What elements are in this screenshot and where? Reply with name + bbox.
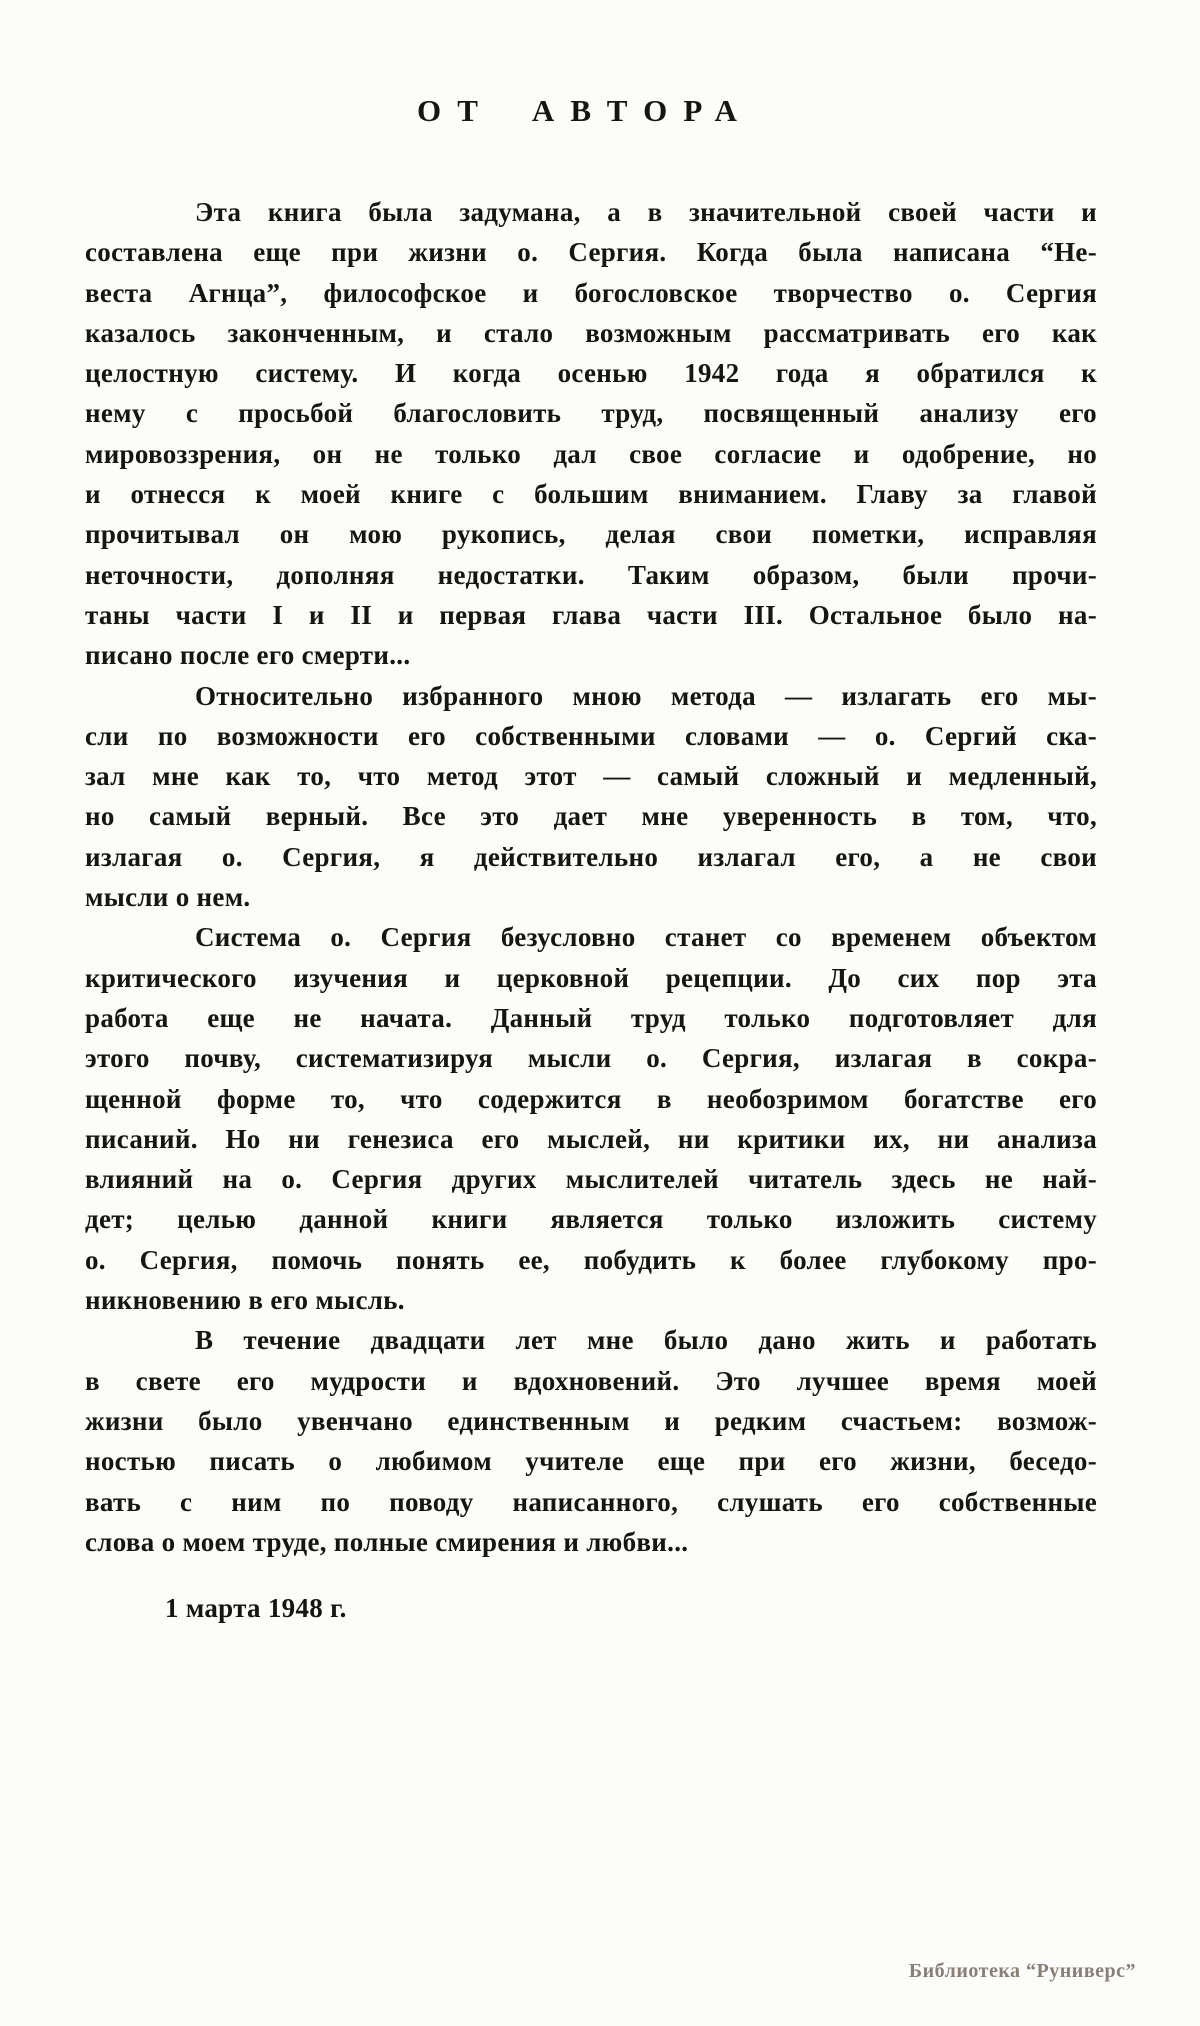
text-line: зал мне как то, что метод этот — самый сложный и медленный,: [85, 761, 1097, 792]
text-line: мировоззрения, он не только дал свое согласие и одобрение, но: [85, 438, 1097, 469]
text-line: вать с ним по поводу написанного, слушать его собственные: [85, 1486, 1097, 1517]
date-line: 1 марта 1948 г.: [165, 1593, 347, 1624]
text-line: сли по возможности его собственными словами — о. Сергий ска-: [85, 720, 1097, 751]
text-line: составлена еще при жизни о. Сергия. Когда была написана “Не-: [85, 237, 1097, 268]
text-line: Относительно избранного мною метода — излагать его мы-: [195, 680, 1097, 711]
text-line: щенной форме то, что содержится в необозримом богатстве его: [85, 1083, 1097, 1114]
text-line: веста Агнца”, философское и богословское творчество о. Сергия: [85, 277, 1097, 308]
text-line: мысли о нем.: [85, 882, 251, 913]
text-line: писаний. Но ни генезиса его мыслей, ни критики их, ни анализа: [85, 1123, 1097, 1154]
text-line: Система о. Сергия безусловно станет со временем объектом: [195, 922, 1097, 953]
text-line: неточности, дополняя недостатки. Таким образом, были прочи-: [85, 559, 1097, 590]
text-line: в свете его мудрости и вдохновений. Это лучшее время моей: [85, 1365, 1097, 1396]
paragraph: [85, 192, 1097, 676]
text-body: [85, 192, 1097, 1628]
text-line: но самый верный. Все это дает мне уверенность в том, что,: [85, 801, 1097, 832]
text-line: никновению в его мысль.: [85, 1285, 405, 1316]
text-line: таны части I и II и первая глава части III. Остальное было на-: [85, 599, 1097, 630]
text-line: В течение двадцати лет мне было дано жить и работать: [195, 1325, 1097, 1356]
text-line: дет; целью данной книги является только изложить систему: [85, 1204, 1097, 1235]
text-line: целостную систему. И когда осенью 1942 года я обратился к: [85, 358, 1097, 389]
text-line: этого почву, систематизируя мысли о. Сергия, излагая в сокра-: [85, 1043, 1097, 1074]
text-line: излагая о. Сергия, я действительно излагал его, а не свои: [85, 841, 1097, 872]
text-line: ностью писать о любимом учителе еще при его жизни, беседо-: [85, 1446, 1097, 1477]
library-watermark: Библиотека “Руниверс”: [908, 1960, 1136, 1982]
paragraph: [85, 917, 1097, 1320]
text-line: работа еще не начата. Данный труд только подготовляет для: [85, 1002, 1097, 1033]
text-line: критического изучения и церковной рецепции. До сих пор эта: [85, 962, 1097, 993]
text-line: влияний на о. Сергия других мыслителей читатель здесь не най-: [85, 1164, 1097, 1195]
text-line: Эта книга была задумана, а в значительной своей части и: [195, 197, 1097, 227]
text-line: жизни было увенчано единственным и редким счастьем: возмож-: [85, 1405, 1097, 1436]
text-line: прочитывал он мою рукопись, делая свои пометки, исправляя: [85, 519, 1097, 550]
text-line: нему с просьбой благословить труд, посвященный анализу его: [85, 398, 1097, 429]
text-line: казалось законченным, и стало возможным рассматривать его как: [85, 317, 1097, 348]
text-line: о. Сергия, помочь понять ее, побудить к более глубокому про-: [85, 1244, 1097, 1275]
text-line: слова о моем труде, полные смирения и любви...: [85, 1526, 689, 1557]
text-line: писано после его смерти...: [85, 640, 411, 671]
page-title: ОТ АВТОРА: [417, 92, 753, 128]
paragraph: [85, 676, 1097, 918]
text-line: и отнесся к моей книге с большим вниманием. Главу за главой: [85, 479, 1097, 510]
paragraph: [85, 1320, 1097, 1562]
